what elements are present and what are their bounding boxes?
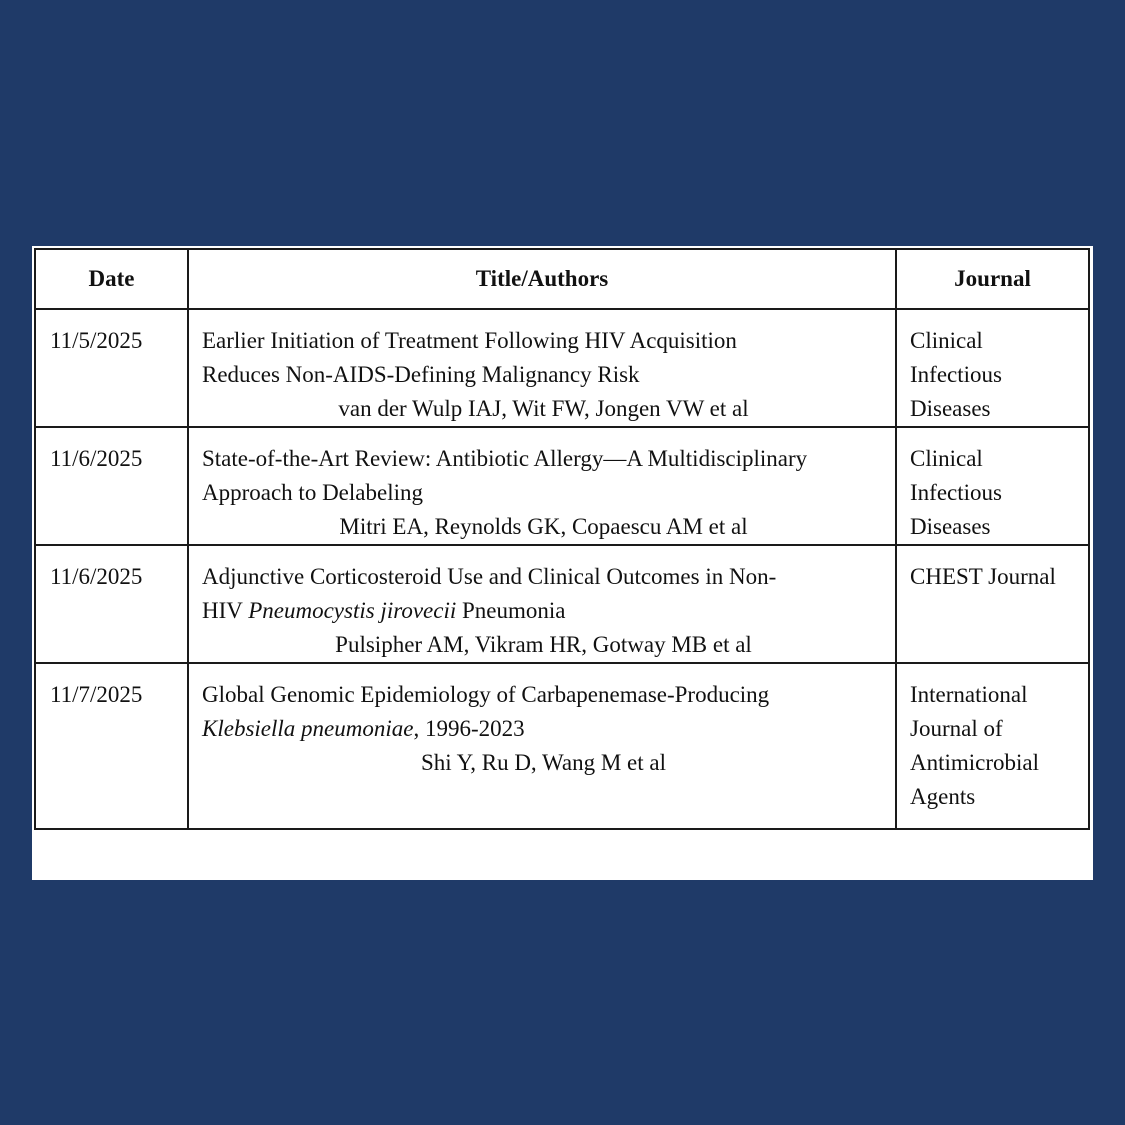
journal-name-line: Infectious <box>910 480 1002 505</box>
article-title-line <box>202 594 885 628</box>
title-authors-column-header: Title/Authors <box>188 249 896 309</box>
journal-cell <box>896 545 1089 663</box>
organism-name-italic: Klebsiella pneumoniae <box>202 716 414 741</box>
table-row <box>35 309 1089 427</box>
article-authors: Pulsipher AM, Vikram HR, Gotway MB et al <box>335 632 752 657</box>
table-row <box>35 663 1089 829</box>
journal-name-line: Journal of <box>910 716 1003 741</box>
journal-name-line: International <box>910 682 1028 707</box>
title-authors-cell <box>188 663 896 829</box>
date-cell: 11/5/2025 <box>35 309 188 427</box>
article-title-line: State-of-the-Art Review: Antibiotic Allergy—A Multidisciplinary <box>202 446 808 471</box>
date-cell: 11/6/2025 <box>35 545 188 663</box>
table-row <box>35 545 1089 663</box>
table-header-row <box>35 249 1089 309</box>
article-authors: van der Wulp IAJ, Wit FW, Jongen VW et al <box>338 396 749 421</box>
article-title-line <box>202 712 885 746</box>
journal-column-header: Journal <box>896 249 1089 309</box>
journal-name-line: CHEST Journal <box>910 564 1056 589</box>
journal-name-line: Clinical <box>910 446 983 471</box>
journal-cell <box>896 427 1089 545</box>
journal-name-line: Diseases <box>910 396 991 421</box>
title-authors-cell <box>188 427 896 545</box>
date-column-header: Date <box>35 249 188 309</box>
title-authors-cell <box>188 545 896 663</box>
title-text-segment: Pneumonia <box>456 598 566 623</box>
journal-name-line: Infectious <box>910 362 1002 387</box>
title-text-segment: HIV <box>202 598 249 623</box>
title-authors-cell <box>188 309 896 427</box>
article-title-line: Reduces Non-AIDS-Defining Malignancy Risk <box>202 362 640 387</box>
title-text-segment: , 1996-2023 <box>413 716 525 741</box>
article-title-line: Approach to Delabeling <box>202 480 423 505</box>
publication-table <box>34 248 1090 830</box>
journal-name-line: Diseases <box>910 514 991 539</box>
table-row <box>35 427 1089 545</box>
article-title-line: Global Genomic Epidemiology of Carbapenemase-Producing <box>202 682 770 707</box>
journal-name-line: Agents <box>910 784 976 809</box>
article-authors: Mitri EA, Reynolds GK, Copaescu AM et al <box>339 514 748 539</box>
publication-table-card <box>32 246 1093 880</box>
date-cell: 11/7/2025 <box>35 663 188 829</box>
organism-name-italic: Pneumocystis jirovecii <box>248 598 457 623</box>
journal-cell <box>896 309 1089 427</box>
journal-name-line: Clinical <box>910 328 983 353</box>
date-cell: 11/6/2025 <box>35 427 188 545</box>
article-title-line: Earlier Initiation of Treatment Following HIV Acquisition <box>202 328 737 353</box>
journal-cell <box>896 663 1089 829</box>
journal-name-line: Antimicrobial <box>910 750 1040 775</box>
article-authors: Shi Y, Ru D, Wang M et al <box>421 750 666 775</box>
article-title-line: Adjunctive Corticosteroid Use and Clinical Outcomes in Non- <box>202 564 777 589</box>
